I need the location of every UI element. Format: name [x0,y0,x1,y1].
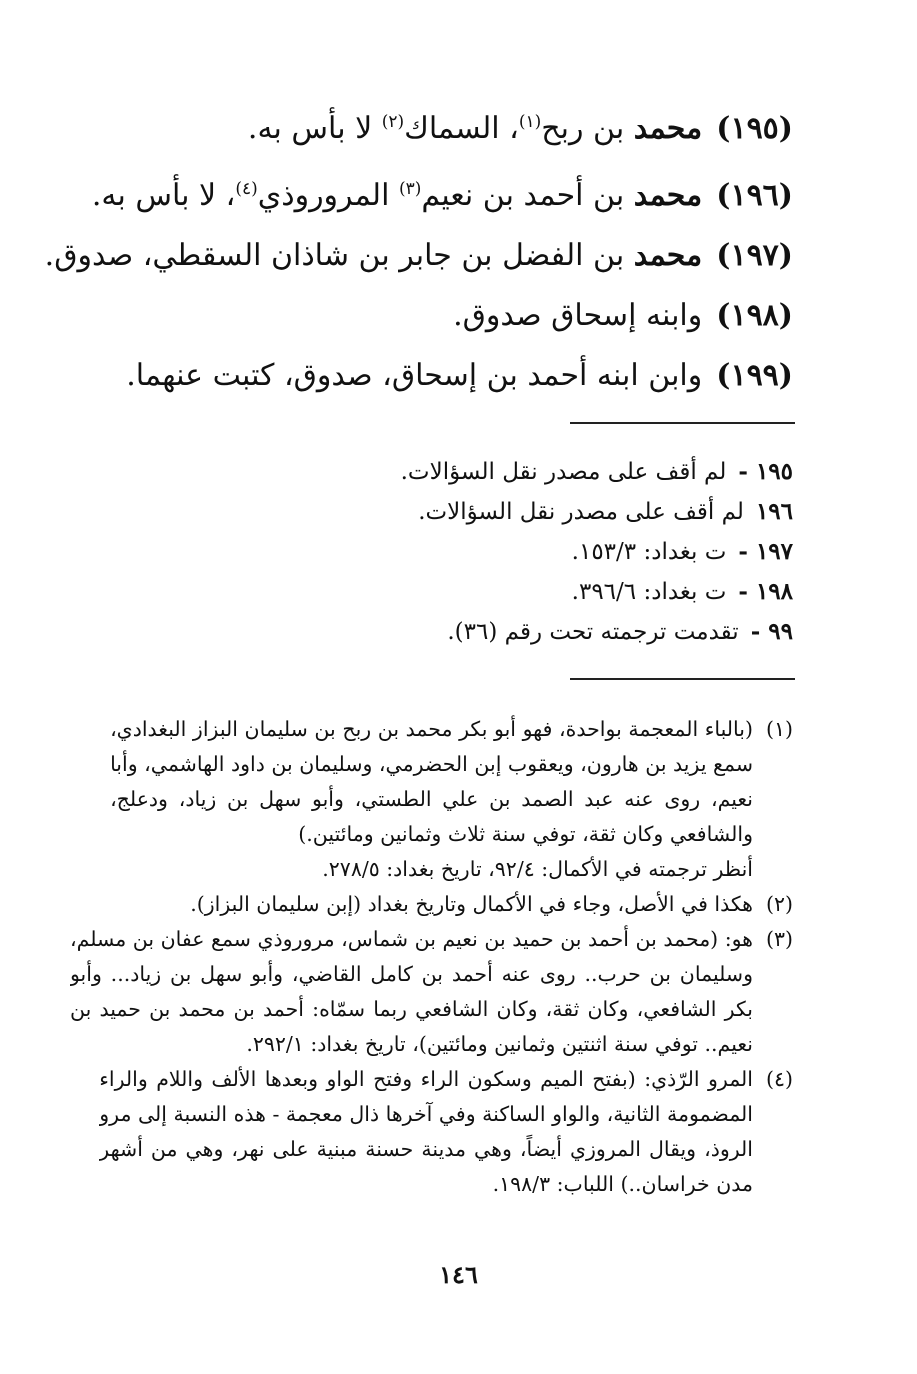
footnote-number: (٢) [765,892,793,916]
entry-name: محمد [633,178,703,213]
footnote-line: هو: (محمد بن أحمد بن حميد بن نعيم بن شماس، مروروذي سمع عفان بن مسلم، [69,927,753,951]
entry-text: لا بأس به. [247,111,382,146]
entry-198 [103,286,793,346]
footnote-line: نعيم، روى عنه عبد الصمد بن علي الطستي، وأبو سهل بن زياد، ودعلج، [110,787,753,811]
main-entries [44,92,793,406]
footnote-number: (٣) [765,927,793,951]
entry-number: (١٩٨) [716,298,793,333]
entry-number: (١٩٧) [716,238,793,273]
footnote-number: (٤) [765,1067,793,1091]
footnote-1 [110,712,793,852]
entry-197 [44,226,793,286]
footnotes [69,712,793,1202]
footnote-body [70,922,753,1062]
source-note [273,612,793,652]
source-text: لم أقف على مصدر نقل السؤالات. [400,459,727,485]
source-number: ١٩٦ [755,498,793,525]
footnote-number: (١) [765,717,793,741]
entry-text: ، لا بأس به. [91,178,236,213]
source-notes [273,452,793,652]
footnote-body [110,712,753,852]
footnote-ref: (٣) [398,179,422,199]
footnote-line: سمع يزيد بن هارون، ويعقوب إبن الحضرمي، وسليمان بن داود الهاشمي، وأبا [110,752,753,776]
footnote-line: هكذا في الأصل، وجاء في الأكمال وتاريخ بغداد (إبن سليمان البزاز). [190,892,753,916]
footnote-ref: (٤) [235,179,258,199]
entry-199 [103,346,793,406]
footnote-line: الروذ، ويقال المروزي أيضاً، وهي مدينة حسنة مبنية على نهر، وهي من أشهر [99,1137,753,1161]
entry-name: محمد [633,111,703,146]
source-text: لم أقف على مصدر نقل السؤالات. [418,499,744,525]
footnote-line: والشافعي وكان ثقة، توفي سنة ثلاث وثمانين ومائتين.) [298,822,753,846]
source-number: ٩٩ - [750,618,793,645]
entry-text: المروروذي [257,178,399,213]
footnote-ref: (٢) [381,112,405,132]
separator-rule [570,422,795,424]
entry-number: (١٩٩) [716,358,793,393]
footnote-line: (بالباء المعجمة بواحدة، فهو أبو بكر محمد بن ربح بن سليمان البزاز البغدادي، [110,717,753,741]
footnote-2 [113,887,793,922]
footnote-line: أنظر ترجمته في الأكمال: ٩٢/٤، تاريخ بغداد: ٢٧٨/٥. [322,857,753,881]
source-note [273,452,793,492]
footnote-1-reference [113,852,793,887]
source-text: تقدمت ترجمته تحت رقم (٣٦). [447,619,739,645]
entry-number: (١٩٥) [716,111,793,146]
footnote-line: المضمومة الثانية، والواو الساكنة وفي آخرها ذال معجمة - هذه النسبة إلى مرو [99,1102,753,1126]
source-number: ١٩٥ - [738,458,793,485]
footnote-line: مدن خراسان..) اللباب: ١٩٨/٣. [492,1172,753,1196]
source-text: ت بغداد: ١٥٣/٣. [571,539,727,565]
footnote-body [113,852,753,887]
entry-text: بن الفضل بن جابر بن شاذان السقطي، صدوق. [44,238,634,273]
source-note [273,572,793,612]
entry-195 [103,92,793,159]
entry-196 [91,159,793,226]
entry-text: ، السماك [404,111,519,146]
footnote-line: المرو الرّذي: (بفتح الميم وسكون الراء وفتح الواو وبعدها الألف واللام والراء [99,1067,753,1091]
footnote-body [99,1062,753,1202]
footnote-3 [69,922,793,1062]
source-text: ت بغداد: ٣٩٦/٦. [571,579,727,605]
entry-number: (١٩٦) [716,178,793,213]
entry-text: وابنه إسحاق صدوق. [453,298,703,333]
source-number: ١٩٧ - [738,538,793,565]
footnote-ref: (١) [518,112,542,132]
entry-text: وابن ابنه أحمد بن إسحاق، صدوق، كتبت عنهما. [126,358,703,393]
footnote-line: بكر الشافعي، وكان ثقة، وكان الشافعي ربما سمّاه: أحمد بن محمد بن حميد بن [69,997,753,1021]
page-number: ١٤٦ [439,1260,478,1289]
footnote-4 [99,1062,793,1202]
source-number: ١٩٨ - [738,578,793,605]
entry-text: بن أحمد بن نعيم [421,178,634,213]
source-note [273,492,793,532]
separator-rule [570,678,795,680]
entry-text: بن ربح [541,111,634,146]
footnote-line: وسليمان بن حرب.. روى عنه أحمد بن كامل القاضي، وأبو سهل بن زياد... وأبو [69,962,753,986]
source-note [273,532,793,572]
footnote-line: نعيم.. توفي سنة اثنتين وثمانين ومائتين)، تاريخ بغداد: ٢٩٢/١. [246,1032,753,1056]
footnote-body [113,887,753,922]
entry-name: محمد [633,238,703,273]
